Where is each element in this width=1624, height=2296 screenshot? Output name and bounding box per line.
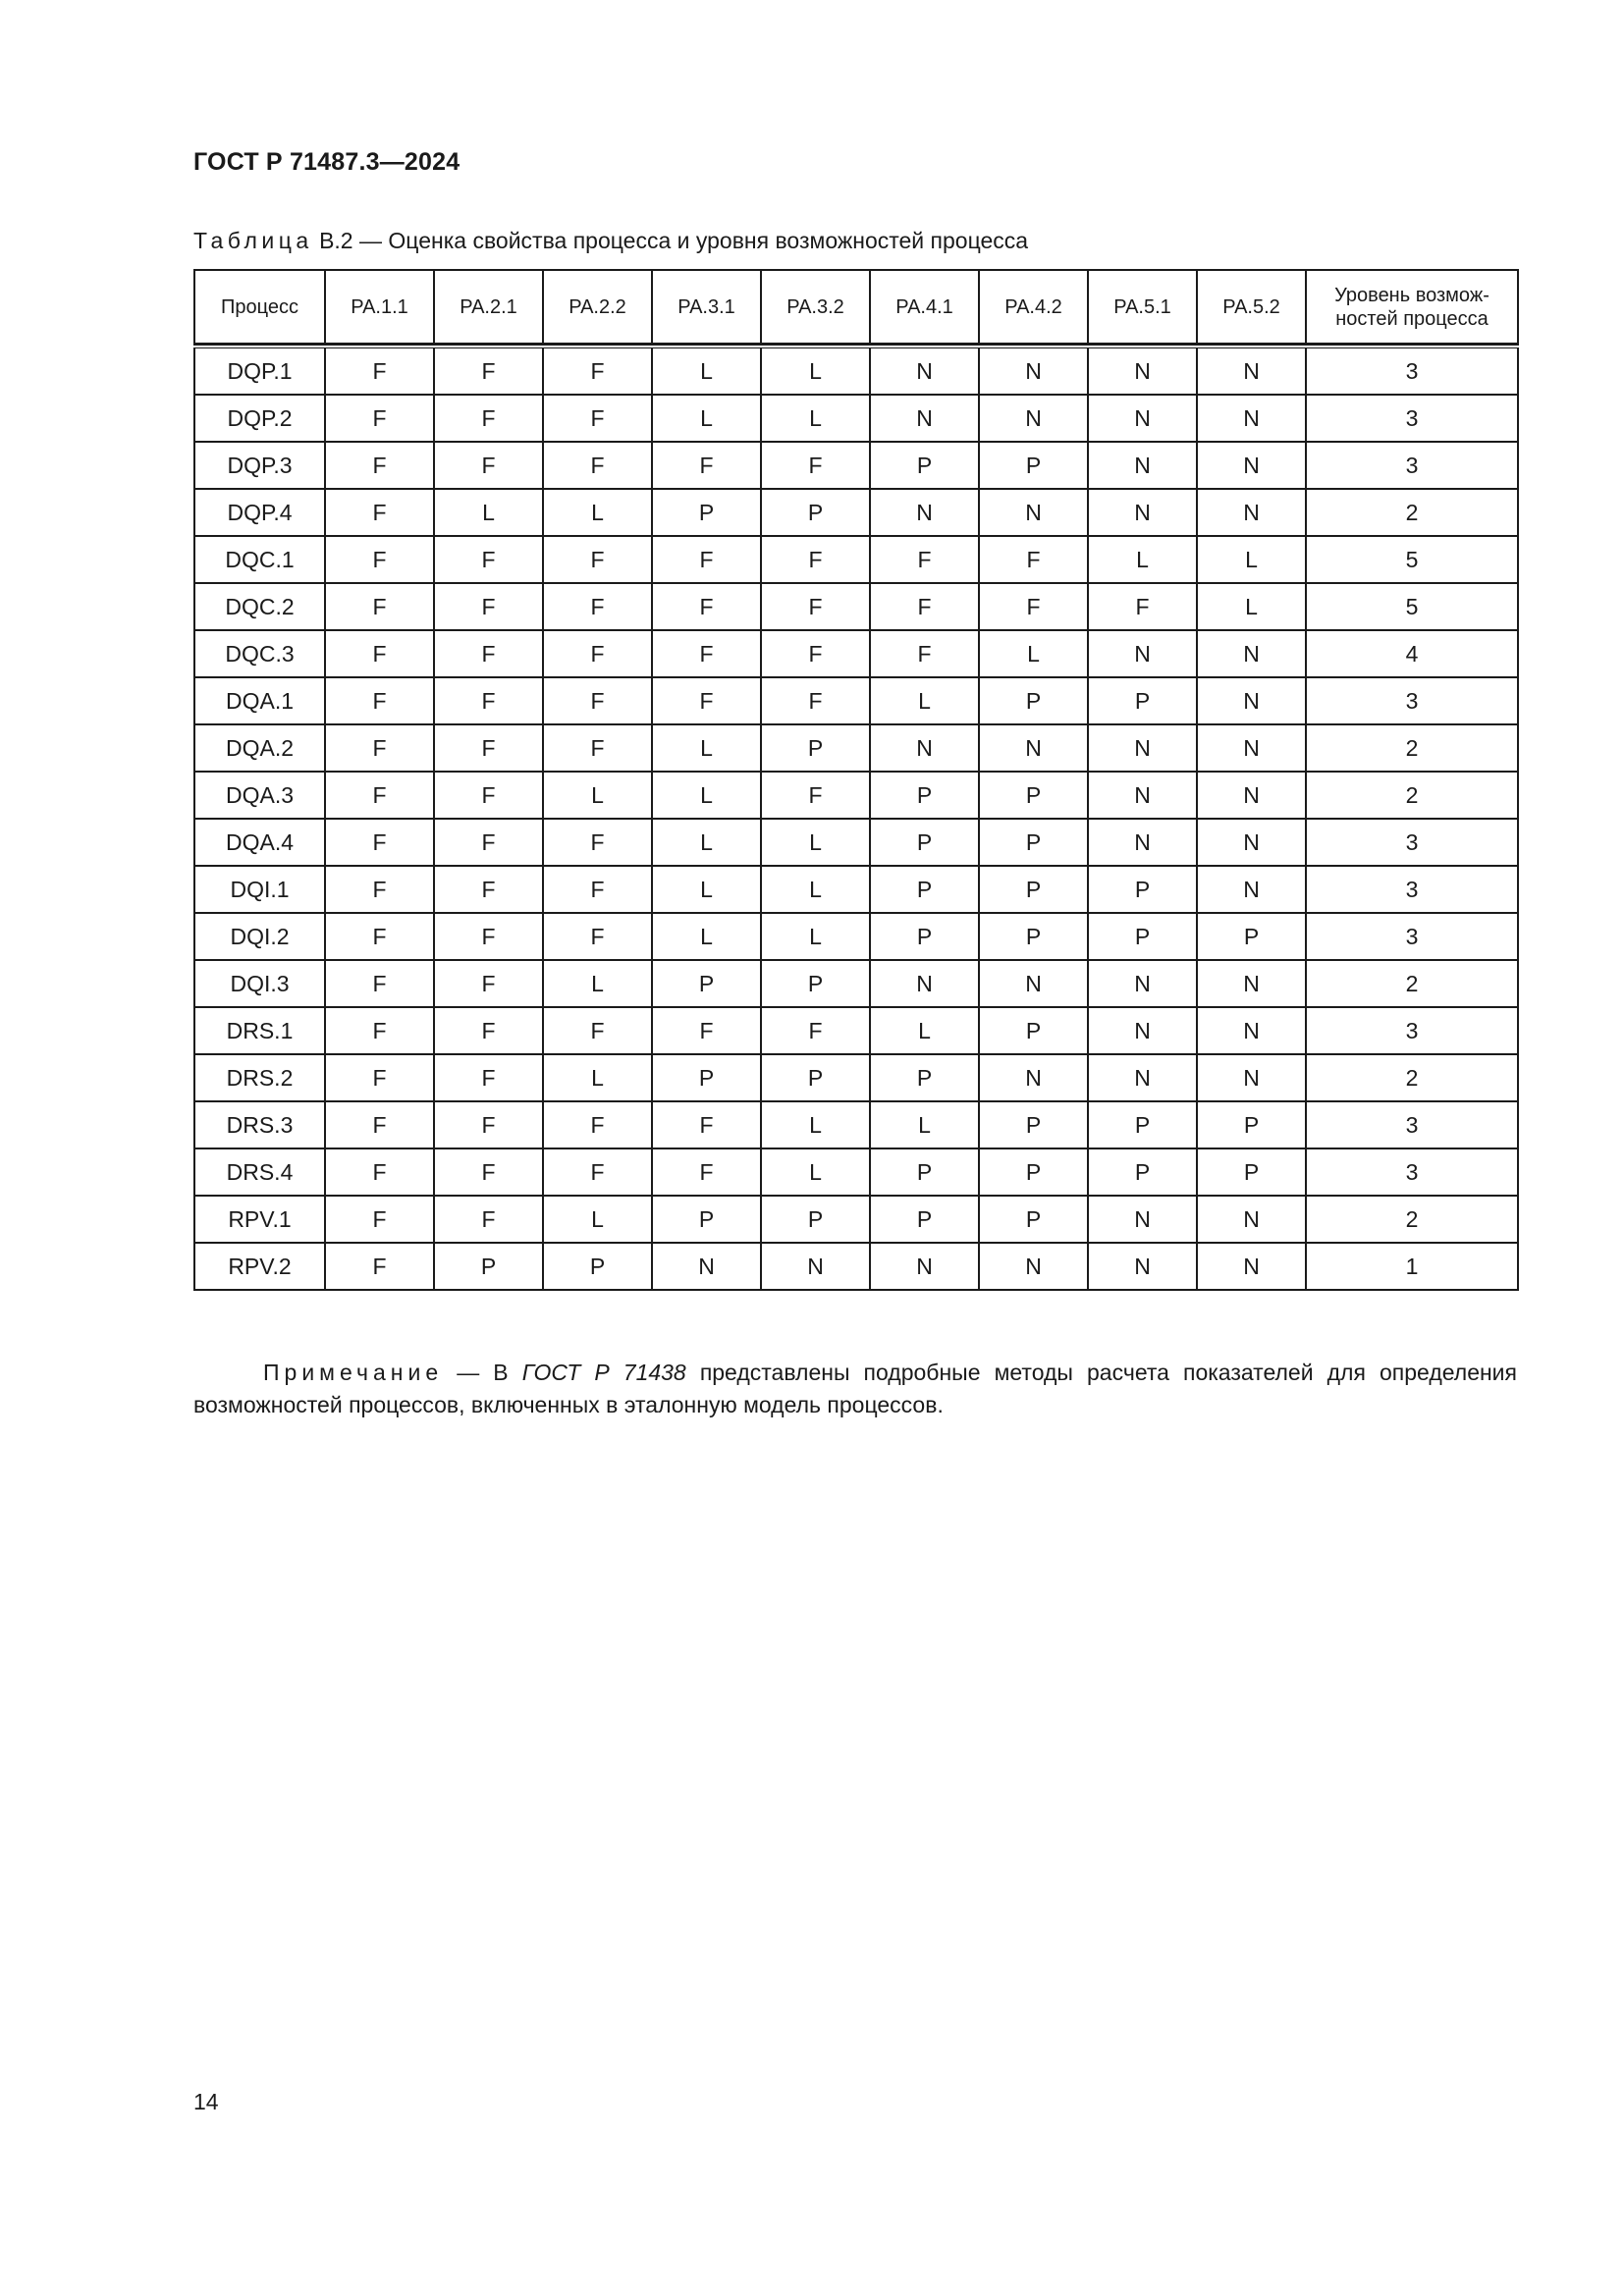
table-row [194, 960, 1518, 1007]
rating-cell: F [434, 442, 543, 489]
process-cell: DQC.3 [194, 630, 325, 677]
process-cell: DQP.4 [194, 489, 325, 536]
rating-cell: P [870, 866, 979, 913]
rating-cell: F [325, 630, 434, 677]
rating-cell: P [1088, 866, 1197, 913]
rating-cell: F [761, 536, 870, 583]
rating-cell: F [325, 866, 434, 913]
rating-cell: L [870, 677, 979, 724]
rating-cell: F [325, 1148, 434, 1196]
capability-level-cell: 3 [1306, 395, 1518, 442]
process-cell: DQI.1 [194, 866, 325, 913]
rating-cell: F [979, 536, 1088, 583]
table-note [193, 1357, 1517, 1421]
rating-cell: L [652, 913, 761, 960]
capability-level-cell: 3 [1306, 866, 1518, 913]
rating-cell: N [1088, 442, 1197, 489]
table-row [194, 677, 1518, 724]
capability-level-cell: 5 [1306, 583, 1518, 630]
rating-cell: F [434, 819, 543, 866]
rating-cell: L [870, 1007, 979, 1054]
note-label: Примечание [263, 1360, 444, 1385]
table-row [194, 583, 1518, 630]
table-row [194, 489, 1518, 536]
rating-cell: F [761, 677, 870, 724]
rating-cell: P [761, 1196, 870, 1243]
rating-cell: F [652, 442, 761, 489]
rating-cell: N [1197, 1196, 1306, 1243]
document-id-header: ГОСТ Р 71487.3—2024 [193, 148, 460, 176]
process-cell: DQP.1 [194, 347, 325, 395]
rating-cell: F [325, 1196, 434, 1243]
rating-cell: N [1197, 772, 1306, 819]
rating-cell: N [979, 489, 1088, 536]
header-pa-2-1: PA.2.1 [434, 270, 543, 344]
page-number: 14 [193, 2089, 219, 2114]
rating-cell: P [543, 1243, 652, 1290]
rating-cell: F [652, 583, 761, 630]
rating-cell: L [761, 1101, 870, 1148]
rating-cell: F [543, 630, 652, 677]
rating-cell: F [543, 583, 652, 630]
rating-cell: P [870, 819, 979, 866]
process-cell: DQP.3 [194, 442, 325, 489]
header-level-line2: ностей процесса [1335, 307, 1489, 330]
capability-level-cell: 3 [1306, 819, 1518, 866]
rating-cell: F [434, 1007, 543, 1054]
table-row [194, 1196, 1518, 1243]
rating-cell: L [1197, 583, 1306, 630]
rating-cell: F [543, 1101, 652, 1148]
rating-cell: L [543, 1196, 652, 1243]
process-cell: DQP.2 [194, 395, 325, 442]
rating-cell: N [1088, 1007, 1197, 1054]
process-cell: DRS.1 [194, 1007, 325, 1054]
rating-cell: F [434, 866, 543, 913]
rating-cell: N [1197, 489, 1306, 536]
rating-cell: N [979, 1054, 1088, 1101]
header-pa-5-1: PA.5.1 [1088, 270, 1197, 344]
rating-cell: N [979, 724, 1088, 772]
capability-level-cell: 3 [1306, 677, 1518, 724]
table-row [194, 630, 1518, 677]
rating-cell: N [870, 395, 979, 442]
process-cell: DQA.4 [194, 819, 325, 866]
rating-cell: L [652, 819, 761, 866]
table-row [194, 724, 1518, 772]
rating-cell: N [1197, 395, 1306, 442]
rating-cell: N [1197, 1007, 1306, 1054]
rating-cell: F [543, 913, 652, 960]
rating-cell: F [325, 395, 434, 442]
rating-cell: F [761, 772, 870, 819]
rating-cell: F [543, 395, 652, 442]
rating-cell: P [870, 1196, 979, 1243]
process-cell: DRS.2 [194, 1054, 325, 1101]
rating-cell: P [979, 913, 1088, 960]
capability-level-cell: 5 [1306, 536, 1518, 583]
rating-cell: N [1197, 1243, 1306, 1290]
note-text: представлены подробные методы расчета показателей для определения возможностей процессов, включенных в эталонную модель процессов. [193, 1360, 1517, 1417]
rating-cell: P [870, 442, 979, 489]
rating-cell: N [1197, 866, 1306, 913]
header-process: Процесс [194, 270, 325, 344]
process-cell: DQC.1 [194, 536, 325, 583]
rating-cell: F [870, 630, 979, 677]
rating-cell: P [434, 1243, 543, 1290]
rating-cell: F [652, 1148, 761, 1196]
rating-cell: N [979, 347, 1088, 395]
rating-cell: F [325, 1101, 434, 1148]
rating-cell: P [1197, 1101, 1306, 1148]
rating-cell: L [652, 347, 761, 395]
rating-cell: L [761, 347, 870, 395]
capability-level-cell: 2 [1306, 724, 1518, 772]
table-header-row [194, 270, 1518, 344]
rating-cell: P [761, 1054, 870, 1101]
rating-cell: F [434, 724, 543, 772]
rating-cell: L [1197, 536, 1306, 583]
rating-cell: N [870, 724, 979, 772]
rating-cell: N [652, 1243, 761, 1290]
rating-cell: P [761, 960, 870, 1007]
rating-cell: P [979, 1007, 1088, 1054]
rating-cell: F [325, 819, 434, 866]
rating-cell: F [434, 630, 543, 677]
table-row [194, 1148, 1518, 1196]
capability-level-cell: 2 [1306, 1054, 1518, 1101]
rating-cell: F [543, 347, 652, 395]
note-reference: ГОСТ Р 71438 [521, 1360, 686, 1385]
rating-cell: N [1088, 1196, 1197, 1243]
table-row [194, 1054, 1518, 1101]
rating-cell: F [434, 913, 543, 960]
rating-cell: N [1197, 442, 1306, 489]
rating-cell: L [761, 866, 870, 913]
rating-cell: F [870, 583, 979, 630]
capability-level-cell: 3 [1306, 1148, 1518, 1196]
rating-cell: F [434, 536, 543, 583]
rating-cell: P [979, 1196, 1088, 1243]
rating-cell: N [979, 1243, 1088, 1290]
rating-cell: F [652, 630, 761, 677]
rating-cell: F [652, 677, 761, 724]
capability-level-cell: 2 [1306, 489, 1518, 536]
rating-cell: F [434, 772, 543, 819]
header-pa-3-2: PA.3.2 [761, 270, 870, 344]
capability-level-cell: 3 [1306, 1101, 1518, 1148]
rating-cell: L [543, 1054, 652, 1101]
rating-cell: N [1197, 819, 1306, 866]
rating-cell: P [979, 677, 1088, 724]
capability-table [193, 269, 1519, 1291]
rating-cell: N [1088, 724, 1197, 772]
rating-cell: F [761, 1007, 870, 1054]
rating-cell: F [325, 583, 434, 630]
table-row [194, 395, 1518, 442]
capability-level-cell: 2 [1306, 772, 1518, 819]
rating-cell: F [325, 1007, 434, 1054]
table-row [194, 1007, 1518, 1054]
rating-cell: P [761, 489, 870, 536]
table-row [194, 913, 1518, 960]
rating-cell: L [652, 724, 761, 772]
rating-cell: L [652, 395, 761, 442]
header-pa-1-1: PA.1.1 [325, 270, 434, 344]
rating-cell: L [761, 1148, 870, 1196]
capability-level-cell: 1 [1306, 1243, 1518, 1290]
table-caption [193, 228, 1028, 254]
capability-level-cell: 4 [1306, 630, 1518, 677]
header-pa-5-2: PA.5.2 [1197, 270, 1306, 344]
rating-cell: N [1088, 819, 1197, 866]
rating-cell: F [652, 536, 761, 583]
rating-cell: P [979, 1148, 1088, 1196]
rating-cell: N [979, 960, 1088, 1007]
table-row [194, 536, 1518, 583]
rating-cell: N [870, 960, 979, 1007]
table-row [194, 772, 1518, 819]
rating-cell: N [870, 347, 979, 395]
rating-cell: L [543, 489, 652, 536]
rating-cell: F [325, 772, 434, 819]
rating-cell: F [325, 442, 434, 489]
rating-cell: F [543, 677, 652, 724]
table-row [194, 819, 1518, 866]
header-capability-level [1306, 270, 1518, 344]
rating-cell: F [434, 1148, 543, 1196]
rating-cell: P [979, 1101, 1088, 1148]
rating-cell: N [1088, 772, 1197, 819]
rating-cell: N [1197, 724, 1306, 772]
table-row [194, 1101, 1518, 1148]
rating-cell: P [1088, 1148, 1197, 1196]
process-cell: DQI.3 [194, 960, 325, 1007]
rating-cell: F [434, 1196, 543, 1243]
rating-cell: F [325, 677, 434, 724]
rating-cell: P [870, 913, 979, 960]
rating-cell: F [543, 1007, 652, 1054]
rating-cell: P [1197, 1148, 1306, 1196]
rating-cell: F [870, 536, 979, 583]
rating-cell: P [870, 1148, 979, 1196]
capability-level-cell: 2 [1306, 960, 1518, 1007]
rating-cell: F [543, 866, 652, 913]
rating-cell: F [325, 1243, 434, 1290]
rating-cell: L [543, 960, 652, 1007]
rating-cell: F [434, 395, 543, 442]
rating-cell: N [1088, 395, 1197, 442]
rating-cell: F [652, 1007, 761, 1054]
header-level-line1: Уровень возмож- [1334, 284, 1489, 306]
rating-cell: F [325, 1054, 434, 1101]
table-row [194, 442, 1518, 489]
rating-cell: N [1088, 960, 1197, 1007]
rating-cell: N [1088, 489, 1197, 536]
header-pa-4-2: PA.4.2 [979, 270, 1088, 344]
rating-cell: P [870, 772, 979, 819]
rating-cell: N [1197, 960, 1306, 1007]
rating-cell: L [870, 1101, 979, 1148]
rating-cell: F [761, 442, 870, 489]
rating-cell: F [1088, 583, 1197, 630]
table-row [194, 1243, 1518, 1290]
rating-cell: F [761, 630, 870, 677]
rating-cell: F [434, 960, 543, 1007]
rating-cell: N [1088, 1243, 1197, 1290]
rating-cell: L [434, 489, 543, 536]
rating-cell: F [543, 1148, 652, 1196]
rating-cell: P [652, 960, 761, 1007]
rating-cell: L [761, 913, 870, 960]
table-row [194, 866, 1518, 913]
rating-cell: L [652, 772, 761, 819]
process-cell: RPV.2 [194, 1243, 325, 1290]
capability-level-cell: 3 [1306, 913, 1518, 960]
capability-level-cell: 3 [1306, 347, 1518, 395]
process-cell: DRS.4 [194, 1148, 325, 1196]
rating-cell: L [761, 819, 870, 866]
process-cell: DQA.1 [194, 677, 325, 724]
rating-cell: P [1088, 677, 1197, 724]
header-pa-4-1: PA.4.1 [870, 270, 979, 344]
rating-cell: N [1088, 347, 1197, 395]
rating-cell: P [979, 772, 1088, 819]
rating-cell: F [979, 583, 1088, 630]
process-cell: RPV.1 [194, 1196, 325, 1243]
rating-cell: P [1197, 913, 1306, 960]
rating-cell: F [434, 347, 543, 395]
rating-cell: F [434, 1101, 543, 1148]
rating-cell: F [325, 347, 434, 395]
rating-cell: L [543, 772, 652, 819]
note-dash: — В [443, 1360, 522, 1385]
rating-cell: F [325, 536, 434, 583]
rating-cell: F [325, 724, 434, 772]
rating-cell: F [543, 819, 652, 866]
rating-cell: P [652, 1196, 761, 1243]
rating-cell: F [543, 442, 652, 489]
rating-cell: N [1088, 1054, 1197, 1101]
caption-prefix: Таблица [193, 228, 313, 253]
process-cell: DQA.2 [194, 724, 325, 772]
rating-cell: P [1088, 913, 1197, 960]
header-pa-3-1: PA.3.1 [652, 270, 761, 344]
rating-cell: F [434, 1054, 543, 1101]
caption-number: В.2 [319, 228, 353, 253]
rating-cell: N [1197, 677, 1306, 724]
capability-level-cell: 3 [1306, 442, 1518, 489]
rating-cell: F [543, 724, 652, 772]
rating-cell: P [652, 1054, 761, 1101]
rating-cell: F [761, 583, 870, 630]
rating-cell: F [543, 536, 652, 583]
rating-cell: F [325, 489, 434, 536]
rating-cell: N [870, 1243, 979, 1290]
rating-cell: L [1088, 536, 1197, 583]
process-cell: DQC.2 [194, 583, 325, 630]
rating-cell: P [761, 724, 870, 772]
rating-cell: F [325, 960, 434, 1007]
process-cell: DQA.3 [194, 772, 325, 819]
process-cell: DQI.2 [194, 913, 325, 960]
rating-cell: F [434, 677, 543, 724]
rating-cell: L [652, 866, 761, 913]
capability-level-cell: 2 [1306, 1196, 1518, 1243]
rating-cell: N [1197, 1054, 1306, 1101]
rating-cell: L [979, 630, 1088, 677]
rating-cell: P [979, 819, 1088, 866]
rating-cell: N [1197, 630, 1306, 677]
capability-level-cell: 3 [1306, 1007, 1518, 1054]
rating-cell: F [325, 913, 434, 960]
caption-title: — Оценка свойства процесса и уровня возможностей процесса [352, 228, 1029, 253]
header-pa-2-2: PA.2.2 [543, 270, 652, 344]
rating-cell: P [652, 489, 761, 536]
rating-cell: P [979, 442, 1088, 489]
rating-cell: N [761, 1243, 870, 1290]
rating-cell: F [434, 583, 543, 630]
rating-cell: N [1088, 630, 1197, 677]
rating-cell: F [652, 1101, 761, 1148]
rating-cell: P [870, 1054, 979, 1101]
process-cell: DRS.3 [194, 1101, 325, 1148]
rating-cell: N [1197, 347, 1306, 395]
table-row [194, 347, 1518, 395]
rating-cell: N [870, 489, 979, 536]
rating-cell: L [761, 395, 870, 442]
rating-cell: P [979, 866, 1088, 913]
rating-cell: P [1088, 1101, 1197, 1148]
rating-cell: N [979, 395, 1088, 442]
